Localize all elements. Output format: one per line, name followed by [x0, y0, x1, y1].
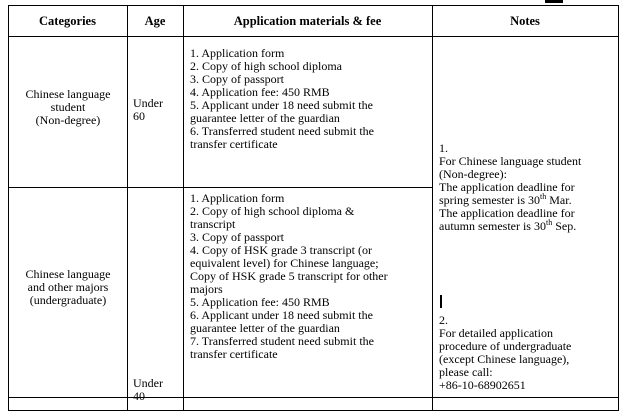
material-item: majors: [190, 282, 223, 296]
row1-materials: [190, 47, 430, 151]
phone-number: +86-10-68902651: [439, 378, 526, 392]
table-right-border: [618, 5, 619, 411]
material-item: 5. Application fee: 450 RMB: [190, 295, 330, 309]
note1-autumn-deadline: The application deadline for autumn semester is 30th Sep.: [439, 206, 577, 233]
material-item: 1. Application form: [190, 46, 285, 60]
material-item: equivalent level) for Chinese language;: [190, 256, 379, 270]
row2-bottom-border: [8, 397, 619, 398]
note2-text: For detailed application procedure of undergraduate (except Chinese language), please call:: [439, 326, 572, 379]
table-left-border: [8, 5, 9, 411]
header-notes: Notes: [510, 14, 540, 28]
note1-spring-deadline: The application deadline for spring semester is 30th Mar.: [439, 180, 575, 207]
col-divider-materials-notes: [432, 5, 433, 411]
row1-category: Chinese language student (Non-degree): [25, 87, 111, 127]
notes-cell-2: [439, 314, 617, 392]
material-item: 4. Application fee: 450 RMB: [190, 85, 330, 99]
table-bottom-border: [8, 410, 619, 411]
material-item: guarantee letter of the guardian: [190, 111, 340, 125]
note1-number: 1.: [439, 141, 448, 155]
row2-category: Chinese language and other majors (undergraduate): [25, 267, 111, 307]
material-item: 5. Applicant under 18 need submit the: [190, 98, 373, 112]
material-item: 2. Copy of high school diploma: [190, 59, 342, 73]
material-item: transfer certificate: [190, 137, 278, 151]
material-item: 7. Transferred student need submit the: [190, 334, 374, 348]
table-top-border: [8, 5, 619, 6]
material-item: 6. Transferred student need submit the: [190, 124, 374, 138]
corner-mark: [545, 0, 563, 3]
material-item: 3. Copy of passport: [190, 230, 284, 244]
material-item: transcript: [190, 217, 236, 231]
row1-bottom-border: [8, 187, 432, 188]
material-item: 1. Application form: [190, 191, 285, 205]
material-item: guarantee letter of the guardian: [190, 321, 340, 335]
material-item: Copy of HSK grade 5 transcript for other: [190, 269, 388, 283]
col-divider-age-materials: [183, 5, 184, 411]
material-item: 2. Copy of high school diploma &: [190, 204, 355, 218]
row2-materials: [190, 192, 430, 361]
material-item: 4. Copy of HSK grade 3 transcript (or: [190, 243, 372, 257]
row1-age: Under 60: [133, 96, 163, 123]
notes-cell: [439, 142, 617, 233]
note2-number: 2.: [439, 313, 448, 327]
header-bottom-border: [8, 36, 619, 37]
material-item: transfer certificate: [190, 347, 278, 361]
header-age: Age: [144, 14, 166, 28]
text-cursor: [440, 295, 442, 308]
col-divider-categories-age: [127, 5, 128, 411]
note1-intro: For Chinese language student (Non-degree):: [439, 154, 582, 181]
header-categories: Categories: [39, 14, 96, 28]
header-materials: Application materials & fee: [233, 14, 382, 28]
material-item: 6. Applicant under 18 need submit the: [190, 308, 373, 322]
material-item: 3. Copy of passport: [190, 72, 284, 86]
row2-age: Under 40: [133, 376, 163, 403]
